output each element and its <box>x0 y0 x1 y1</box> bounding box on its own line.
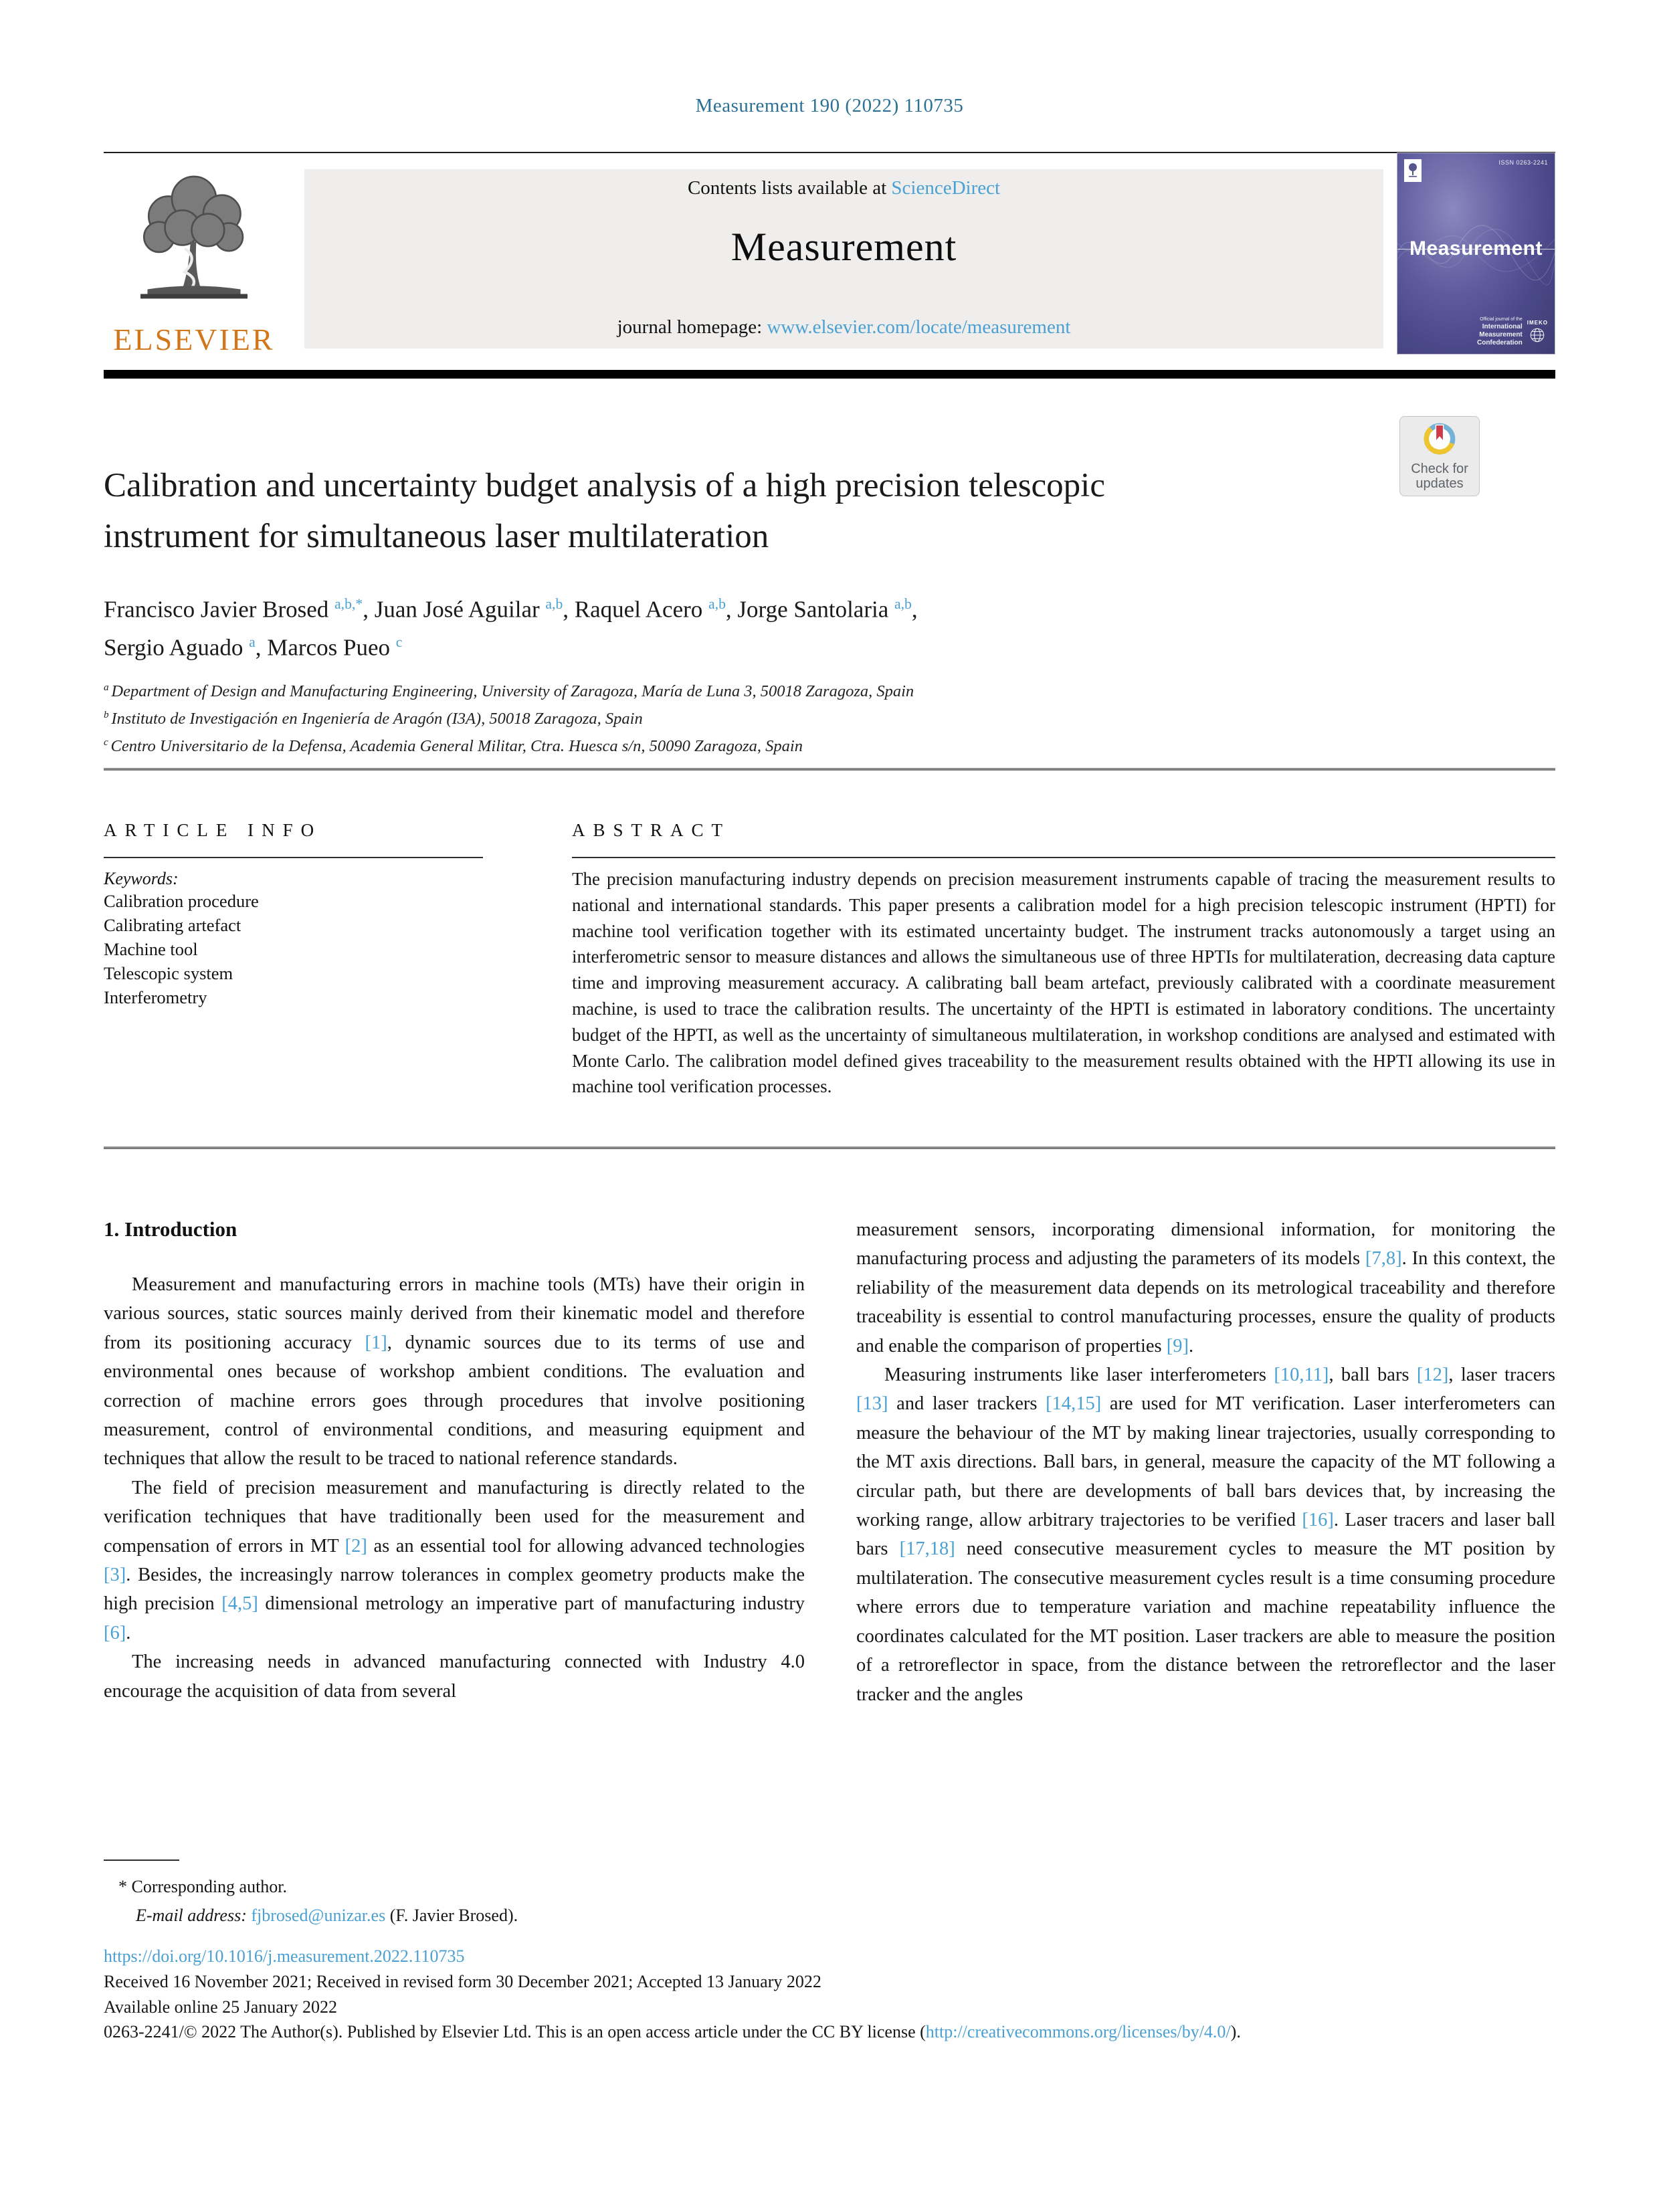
cover-org-line-1: International <box>1482 323 1523 330</box>
keyword-item: Machine tool <box>104 939 198 959</box>
journal-citation: Measurement 190 (2022) 110735 <box>695 95 964 116</box>
superscript-marker: a,b <box>894 596 912 612</box>
elsevier-wordmark: ELSEVIER <box>113 322 275 357</box>
footnote-block <box>104 1872 518 1930</box>
copyright-prefix: 0263-2241/© 2022 The Author(s). Published by Elsevier Ltd. This is an open access article under the CC BY license ( <box>104 2022 926 2042</box>
elsevier-tree-icon <box>122 310 266 321</box>
inline-reference-link[interactable]: [12] <box>1416 1365 1449 1386</box>
check-for-updates-icon <box>1421 449 1458 460</box>
badge-text-line1: Check for <box>1411 462 1468 476</box>
article-title <box>104 460 1415 562</box>
email-suffix: (F. Javier Brosed). <box>385 1906 518 1925</box>
article-title-line1: Calibration and uncertainty budget analysis of a high precision telescopic <box>104 467 1105 504</box>
keyword-item: Interferometry <box>104 987 207 1007</box>
superscript-marker: a,b,* <box>334 596 363 612</box>
superscript-marker: c <box>104 736 111 748</box>
journal-name: Measurement <box>730 225 957 269</box>
copyright-line <box>104 2019 1555 2045</box>
inline-reference-link[interactable]: [9] <box>1166 1335 1189 1356</box>
paragraph: Measuring instruments like laser interferometers [10,11], ball bars [12], laser tracers [13] and laser trackers [14,15] are used for MT verification. Laser interferometers can measure the behaviour of the MT by making linear trajectories, usually corresponding to the MT axis directions. Ball bars, in general, measure the capacity of the MT following a circular path, but there are developments of ball bars devices that, by increasing the working range, allow arbitrary trajectories to be verified [16]. Laser tracers and laser ball bars [17,18] need consecutive measurement cycles to measure the MT position by multilateration. The consecutive measurement cycles result is a time consuming procedure where errors due to temperature variation and machine repeatability influence the coordinates calculated for the MT position. Laser trackers are able to measure the position of a retroreflector in space, from the distance between the retroreflector and the laser tracker and the angles <box>856 1365 1556 1705</box>
inline-reference-link[interactable]: [10,11] <box>1274 1365 1329 1386</box>
intro-column-right <box>856 1215 1555 1709</box>
received-dates: Received 16 November 2021; Received in revised form 30 December 2021; Accepted 13 January 2022 <box>104 1971 821 1991</box>
doi-link[interactable]: https://doi.org/10.1016/j.measurement.2022.110735 <box>104 1946 465 1966</box>
cover-issn: ISSN 0263-2241 <box>1498 159 1548 166</box>
header-rule <box>104 152 1555 153</box>
abstract-bottom-rule <box>104 1146 1555 1149</box>
affiliations-divider-rule <box>104 768 1555 771</box>
authors-line2: Sergio Aguado $^a$, Marcos Pueo $^c$ <box>104 633 403 661</box>
corresponding-author-note: * Corresponding author. <box>118 1877 288 1896</box>
keyword-item: Calibrating artefact <box>104 915 241 935</box>
article-info-heading: ARTICLE INFO <box>104 820 322 840</box>
superscript-marker: a,b <box>708 596 726 612</box>
divider-black-bar <box>104 370 1555 379</box>
inline-reference-link[interactable]: [7,8] <box>1365 1248 1402 1270</box>
email-label: E-mail address: <box>136 1906 252 1925</box>
footer-block <box>104 1944 1555 2045</box>
abstract-text: The precision manufacturing industry depends on precision measurement instruments capable of tracing the measurement results to national and international standards. This paper presents a calibration model for a high precision telescopic instrument (HPTI) for machine tool verification together with its estimated uncertainty budget. The instrument tracks autonomously a target using an interferometric sensor to measure distances and allows the simultaneous use of three HPTIs for multilateration, decreasing data capture time and improving measurement accuracy. A calibrating ball beam artefact, previously calibrated with a coordinate measurement machine, is used to trace the calibration results. The uncertainty of the HPTI is estimated in laboratory conditions. The uncertainty budget of the HPTI, as well as the uncertainty of simultaneous multilateration, in workshop conditions are analysed and estimated with Monte Carlo. The calibration model defined gives traceability to the measurement results obtained with the HPTI allowing its use in machine tool verification processes. <box>572 869 1555 1097</box>
contents-prefix: Contents lists available at <box>687 177 892 199</box>
homepage-link[interactable]: www.elsevier.com/locate/measurement <box>767 316 1071 338</box>
article-info-column <box>104 820 483 1009</box>
abstract-rule <box>572 857 1555 858</box>
affiliation-line-a: $^a$ Department of Design and Manufacturing Engineering, University of Zaragoza, María de Luna 3, 50018 Zaragoza, Spain <box>104 682 914 701</box>
journal-banner <box>304 169 1383 348</box>
intro-column-left <box>104 1270 805 1706</box>
cover-org-line-3: Confederation <box>1476 339 1523 346</box>
superscript-marker: a <box>104 682 112 693</box>
inline-reference-link[interactable]: [1] <box>365 1332 387 1353</box>
superscript-marker: a <box>249 633 256 650</box>
homepage-prefix: journal homepage: <box>617 316 767 338</box>
abstract-heading: ABSTRACT <box>572 820 731 840</box>
affiliations-block <box>104 676 914 758</box>
inline-reference-link[interactable]: [17,18] <box>899 1538 955 1560</box>
paragraph: The increasing needs in advanced manufacturing connected with Industry 4.0 encourage the acquisition of data from several <box>104 1651 805 1702</box>
inline-reference-link[interactable]: [14,15] <box>1046 1393 1102 1415</box>
paragraph: measurement sensors, incorporating dimensional information, for monitoring the manufacturing process and adjusting the parameters of its models [7,8]. In this context, the reliability of the measurement data depends on its metrological traceability and therefore traceability is essential to control manufacturing processes, ensure the quality of products and enable the comparison of properties [9]. <box>856 1219 1556 1356</box>
abstract-column <box>572 820 1555 1100</box>
cover-elsevier-mini-logo <box>1404 159 1422 182</box>
cover-journal-title: Measurement <box>1409 237 1543 260</box>
inline-reference-link[interactable]: [3] <box>104 1565 126 1586</box>
keyword-item: Telescopic system <box>104 963 233 983</box>
affiliation-line-b: $^b$ Instituto de Investigación en Ingeniería de Aragón (I3A), 50018 Zaragoza, Spain <box>104 709 643 728</box>
paragraph: The field of precision measurement and manufacturing is directly related to the verification techniques that have traditionally been used for the measurement and compensation of errors in MT [2] as an essential tool for allowing advanced technologies [3]. Besides, the increasingly narrow tolerances in complex geometry products make the high precision [4,5] dimensional metrology an imperative part of manufacturing industry [6]. <box>104 1477 805 1643</box>
cover-official-line: Official journal of the <box>1480 317 1523 322</box>
elsevier-logo <box>100 167 288 357</box>
affiliation-line-c: $^c$ Centro Universitario de la Defensa, Academia General Militar, Ctra. Huesca s/n, 50090 Zaragoza, Spain <box>104 736 803 756</box>
contents-line <box>304 177 1383 199</box>
sciencedirect-link[interactable]: ScienceDirect <box>891 177 1001 199</box>
inline-reference-link[interactable]: [13] <box>856 1393 888 1415</box>
inline-reference-link[interactable]: [16] <box>1302 1510 1334 1531</box>
inline-reference-link[interactable]: [6] <box>104 1622 126 1643</box>
keyword-item: Calibration procedure <box>104 891 259 911</box>
authors-line1: Francisco Javier Brosed $^{a,b,*}$, Juan José Aguilar $^{a,b}$, Raquel Acero $^{a,b}$, Jorge Santolaria $^{a,b}$, <box>104 596 918 623</box>
keywords-list <box>104 889 483 1009</box>
cc-license-link[interactable]: http://creativecommons.org/licenses/by/4.0/ <box>925 2022 1231 2042</box>
keywords-label: Keywords: <box>104 869 179 888</box>
superscript-marker: a,b <box>545 596 563 612</box>
badge-text-line2: updates <box>1416 476 1464 491</box>
journal-cover-thumbnail <box>1397 153 1555 355</box>
available-online: Available online 25 January 2022 <box>104 1997 337 2017</box>
cover-imeko-block <box>1477 317 1548 347</box>
authors-block <box>104 588 918 664</box>
inline-reference-link[interactable]: [2] <box>345 1535 367 1556</box>
superscript-marker: c <box>395 633 403 650</box>
email-link[interactable]: fjbrosed@unizar.es <box>251 1906 386 1925</box>
imeko-globe-icon <box>1529 335 1546 346</box>
article-title-line2: instrument for simultaneous laser multilateration <box>104 518 769 555</box>
imeko-label: IMEKO <box>1527 320 1548 326</box>
footnote-rule <box>104 1859 179 1861</box>
section-heading-introduction: 1. Introduction <box>104 1217 237 1241</box>
cover-org-line-2: Measurement <box>1479 331 1523 338</box>
copyright-suffix: ). <box>1230 2022 1241 2042</box>
article-info-rule <box>104 857 483 858</box>
inline-reference-link[interactable]: [4,5] <box>221 1593 258 1615</box>
homepage-line <box>304 316 1383 338</box>
paragraph: Measurement and manufacturing errors in machine tools (MTs) have their origin in various sources, static sources mainly derived from their kinematic model and therefore from its positioning accuracy [1], dynamic sources due to its terms of use and environmental ones because of workshop ambient conditions. The evaluation and correction of machine errors goes through procedures that involve positioning measurement, control of environmental conditions, and measuring equipment and techniques that allow the result to be traced to national reference standards. <box>104 1274 805 1470</box>
superscript-marker: b <box>104 709 112 721</box>
email-address-line <box>104 1901 518 1930</box>
cover-tree-icon <box>1406 162 1420 179</box>
